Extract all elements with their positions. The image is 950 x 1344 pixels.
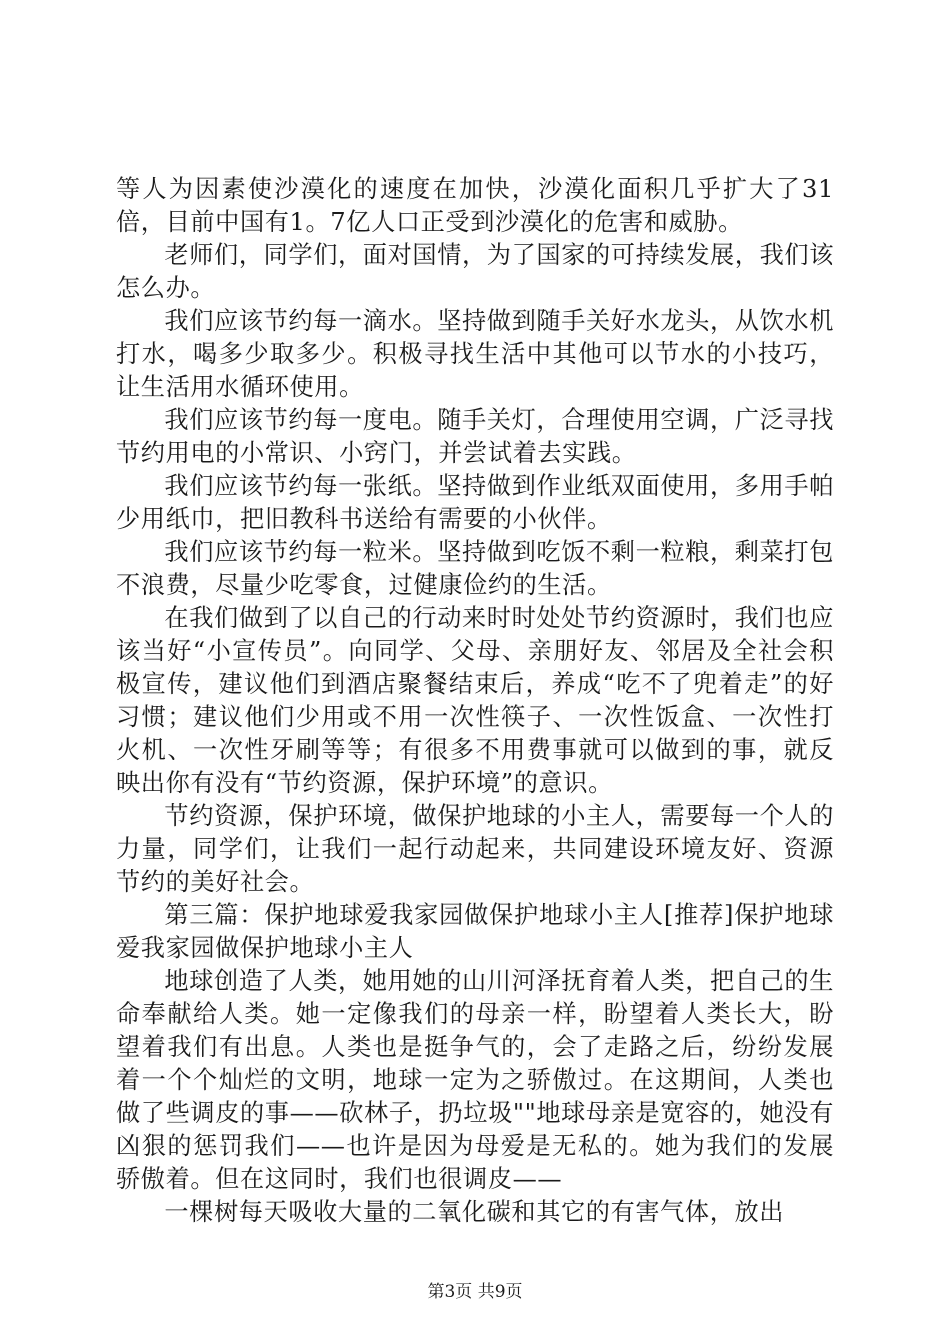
paragraph: 地球创造了人类，她用她的山川河泽抚育着人类，把自己的生命奉献给人类。她一定像我们的母亲一样，盼望着人类长大，盼望着我们有出息。人类也是挺争气的，会了走路之后，纷纷发展着一个个灿烂的文明，地球一定为之骄傲过。在这期间，人类也做了些调皮的事——砍林子，扔垃圾""地球母亲是宽容的，她没有凶狠的惩罚我们——也许是因为母爱是无私的。她为我们的发展骄傲着。但在这同时，我们也很调皮—— [116,967,834,1193]
paragraph: 我们应该节约每一度电。随手关灯，合理使用空调，广泛寻找节约用电的小常识、小窍门，并尝试着去实践。 [116,406,834,467]
paragraph: 我们应该节约每一张纸。坚持做到作业纸双面使用，多用手帕少用纸巾，把旧教科书送给有需要的小伙伴。 [116,472,834,533]
paragraph: 在我们做到了以自己的行动来时时处处节约资源时，我们也应该当好“小宣传员”。向同学、父母、亲朋好友、邻居及全社会积极宣传，建议他们到酒店聚餐结束后，养成“吃不了兜着走”的好习惯；建议他们少用或不用一次性筷子、一次性饭盒、一次性打火机、一次性牙刷等等；有很多不用费事就可以做到的事，就反映出你有没有“节约资源，保护环境”的意识。 [116,604,834,797]
paragraph: 老师们，同学们，面对国情，为了国家的可持续发展，我们该怎么办。 [116,241,834,302]
page-footer: 第3页 共9页 [427,1282,523,1302]
paragraph: 节约资源，保护环境，做保护地球的小主人，需要每一个人的力量，同学们，让我们一起行动起来，共同建设环境友好、资源节约的美好社会。 [116,802,834,896]
paragraph: 我们应该节约每一滴水。坚持做到随手关好水龙头，从饮水机打水，喝多少取多少。积极寻找生活中其他可以节水的小技巧，让生活用水循环使用。 [116,307,834,401]
paragraph-continuation: 等人为因素使沙漠化的速度在加快，沙漠化面积几乎扩大了31倍，目前中国有1。7亿人口正受到沙漠化的危害和威胁。 [116,175,834,236]
section-heading: 第三篇：保护地球爱我家园做保护地球小主人[推荐]保护地球爱我家园做保护地球小主人 [116,901,834,962]
paragraph: 一棵树每天吸收大量的二氧化碳和其它的有害气体，放出 [164,1198,785,1226]
paragraph: 我们应该节约每一粒米。坚持做到吃饭不剩一粒粮，剩菜打包不浪费，尽量少吃零食，过健康俭约的生活。 [116,538,834,599]
document-body [116,173,834,1229]
